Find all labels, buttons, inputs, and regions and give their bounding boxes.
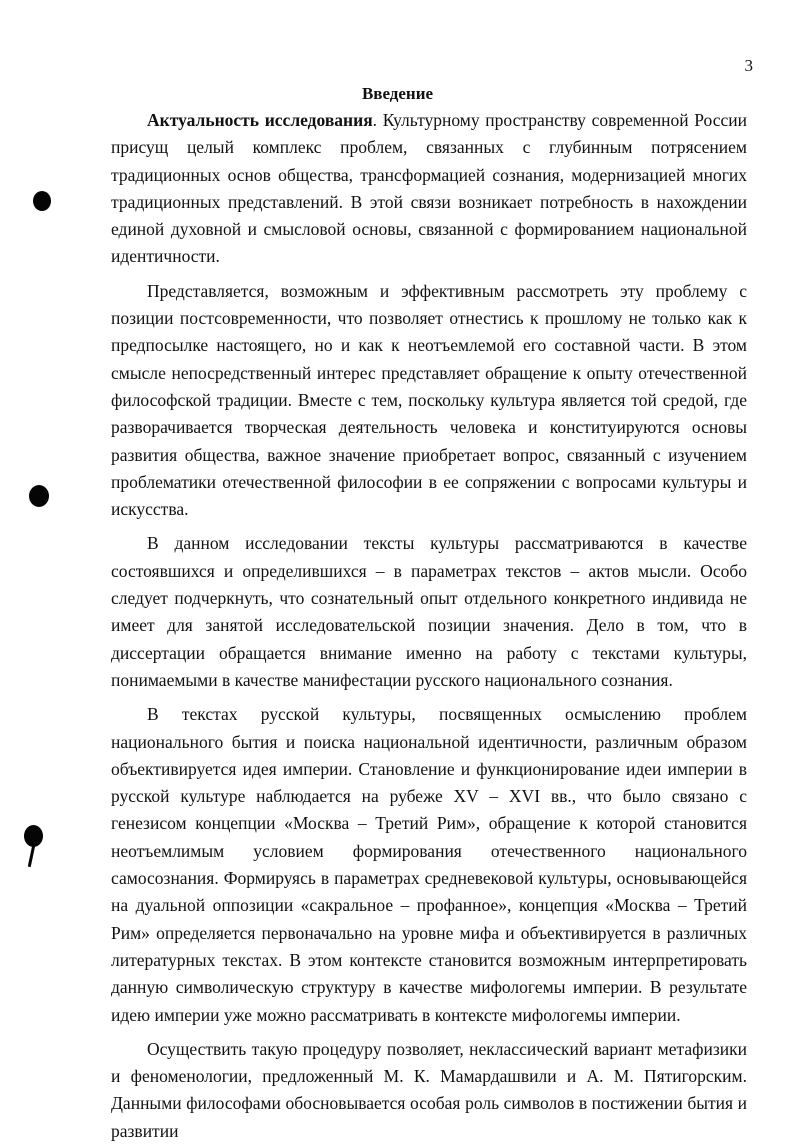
section-heading: Введение bbox=[361, 84, 434, 103]
body-text bbox=[111, 107, 747, 1145]
punch-hole-bottom-tail bbox=[28, 845, 36, 867]
punch-hole-top bbox=[33, 191, 51, 211]
punch-hole-middle bbox=[29, 485, 49, 507]
page-number: 3 bbox=[744, 56, 753, 75]
paragraph-culture-texts: В данном исследовании тексты культуры рассматриваются в качестве состоявшихся и определившихся – в параметрах текстов – актов мысли. Особо следует подчеркнуть, что сознательный опыт отдельного конкретного индивида не имеет для занятой исследовательской позиции значения. Дело в том, что в диссертации обращается внимание именно на работу с текстами культуры, понимаемыми в качестве манифестации русского национального сознания. bbox=[111, 533, 747, 690]
punch-hole-bottom bbox=[24, 825, 43, 847]
paragraph-empire-idea: В текстах русской культуры, посвященных осмыслению проблем национального бытия и поиска национальной идентичности, различным образом объективируется идея империи. Становление и функционирование идеи империи в русской культуре наблюдается на рубеже XV – XVI вв., что было связано с генезисом концепции «Москва – Третий Рим», обращение к которой становится неотъемлимым условием формирования отечественного национального самосознания. Формируясь в параметрах средневековой культуры, основывающейся на дуальной оппозиции «сакральное – профанное», концепция «Москва – Третий Рим» определяется первоначально на уровне мифа и объективируется в различных литературных текстах. В этом контексте становится возможным интерпретировать данную символическую структуру в качестве мифологемы империи. В результате идею империи уже можно рассматривать в контексте мифологемы империи. bbox=[111, 704, 747, 1025]
paragraph-relevance bbox=[111, 107, 747, 271]
paragraph-metaphysics: Осуществить такую процедуру позволяет, неклассический вариант метафизики и феноменологии, предложенный М. К. Мамардашвили и А. М. Пятигорским. Данными философами обосновывается особая роль символов в постижении бытия и развитии bbox=[111, 1038, 747, 1141]
paragraph-text: . Культурному пространству современной России присущ целый комплекс проблем, связанных с глубинным потрясением традиционных основ общества, трансформацией сознания, модернизацией многих традиционных представлений. В этой связи возникает потребность в нахождении единой духовной и смысловой основы, связанной с формированием национальной идентичности. bbox=[111, 110, 747, 267]
paragraph-lead: Актуальность исследования bbox=[147, 110, 373, 130]
paragraph-postmodernity: Представляется, возможным и эффективным рассмотреть эту проблему с позиции постсовременности, что позволяет отнестись к прошлому не только как к предпосылке настоящего, но и как к неотъемлемой его составной части. В этом смысле непосредственный интерес представляет обращение к опыту отечественной философской традиции. Вместе с тем, поскольку культура является той средой, где разворачивается творческая деятельность человека и конституируются основы развития общества, важное значение приобретает вопрос, связанный с изучением проблематики отечественной философии в ее сопряжении с вопросами культуры и искусства. bbox=[111, 280, 747, 520]
